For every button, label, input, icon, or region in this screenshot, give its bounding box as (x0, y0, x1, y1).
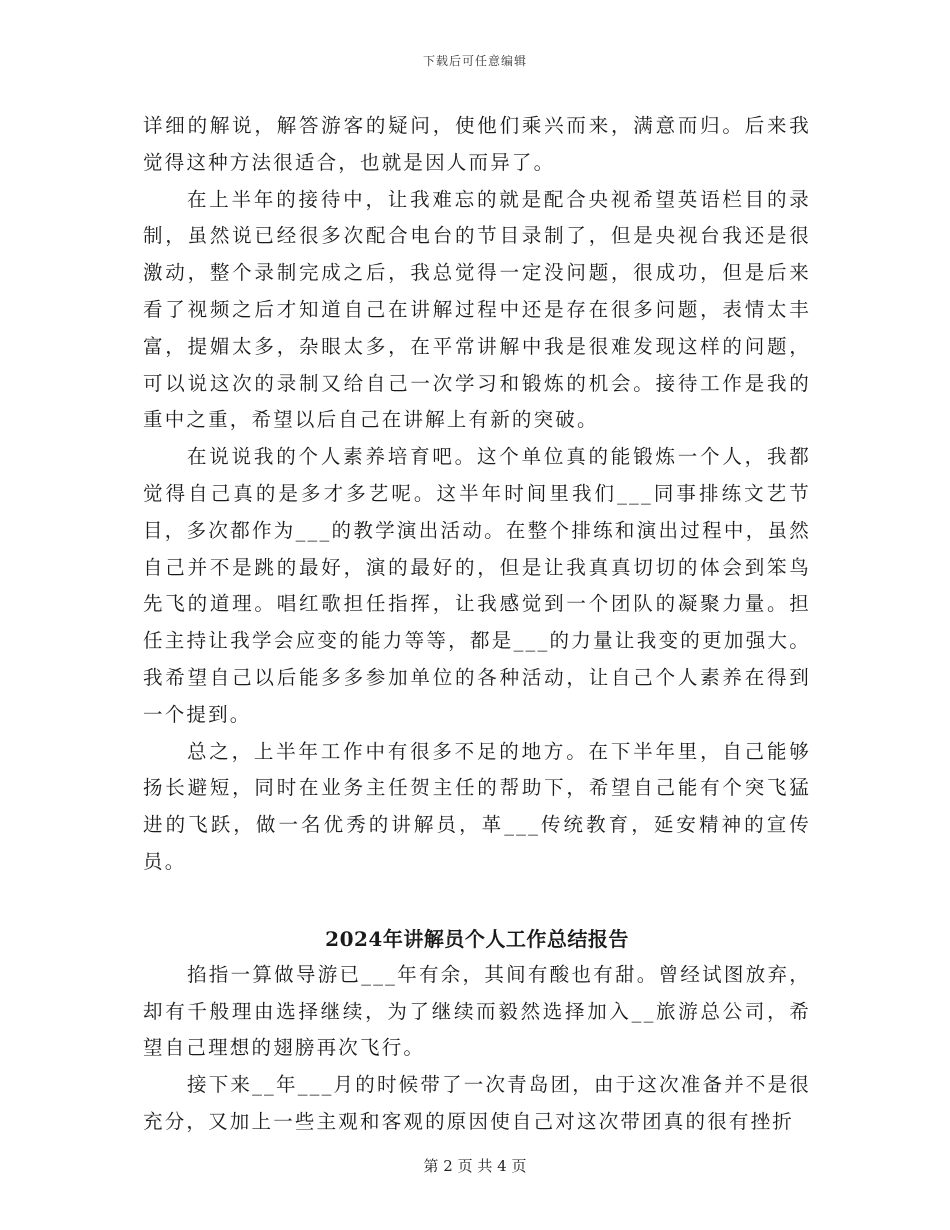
paragraph: 总之，上半年工作中有很多不足的地方。在下半年里，自己能够扬长避短，同时在业务主任贺主任的帮助下，希望自己能有个突飞猛进的飞跃，做一名优秀的讲解员，革___传统教育，延安精神的宣传员。 (143, 739, 811, 873)
paragraph: 在上半年的接待中，让我难忘的就是配合央视希望英语栏目的录制，虽然说已经很多次配合电台的节目录制了，但是央视台我还是很激动，整个录制完成之后，我总觉得一定没问题，很成功，但是后来看了视频之后才知道自己在讲解过程中还是存在很多问题，表情太丰富，提媚太多，杂眼太多，在平常讲解中我是很难发现这样的问题，可以说这次的录制又给自己一次学习和锻炼的机会。接待工作是我的重中之重，希望以后自己在讲解上有新的突破。 (143, 187, 811, 432)
section-title: 2024年讲解员个人工作总结报告 (325, 926, 629, 951)
paragraph: 掐指一算做导游已___年有余，其间有酸也有甜。曾经试图放弃，却有千般理由选择继续，为了继续而毅然选择加入__旅游总公司，希望自己理想的翅膀再次飞行。 (143, 962, 811, 1060)
page-header: 下载后可任意编辑 (422, 54, 527, 68)
page-number: 第 2 页 共 4 页 (423, 1157, 527, 1175)
paragraph: 接下来__年___月的时候带了一次青岛团，由于这次准备并不是很充分，又加上一些主观和客观的原因使自己对这次带团真的很有挫折 (143, 1073, 811, 1133)
document-body (143, 108, 811, 1141)
paragraph: 在说说我的个人素养培育吧。这个单位真的能锻炼一个人，我都觉得自己真的是多才多艺呢。这半年时间里我们___同事排练文艺节目，多次都作为___的教学演出活动。在整个排练和演出过程中，虽然自己并不是跳的最好，演的最好的，但是让我真真切切的体会到笨鸟先飞的道理。唱红歌担任指挥，让我感觉到一个团队的凝聚力量。担任主持让我学会应变的能力等等，都是___的力量让我变的更加强大。我希望自己以后能多多参加单位的各种活动，让自己个人素养在得到一个提到。 (143, 445, 811, 726)
paragraph: 详细的解说，解答游客的疑问，使他们乘兴而来，满意而归。后来我觉得这种方法很适合，也就是因人而异了。 (143, 114, 811, 174)
